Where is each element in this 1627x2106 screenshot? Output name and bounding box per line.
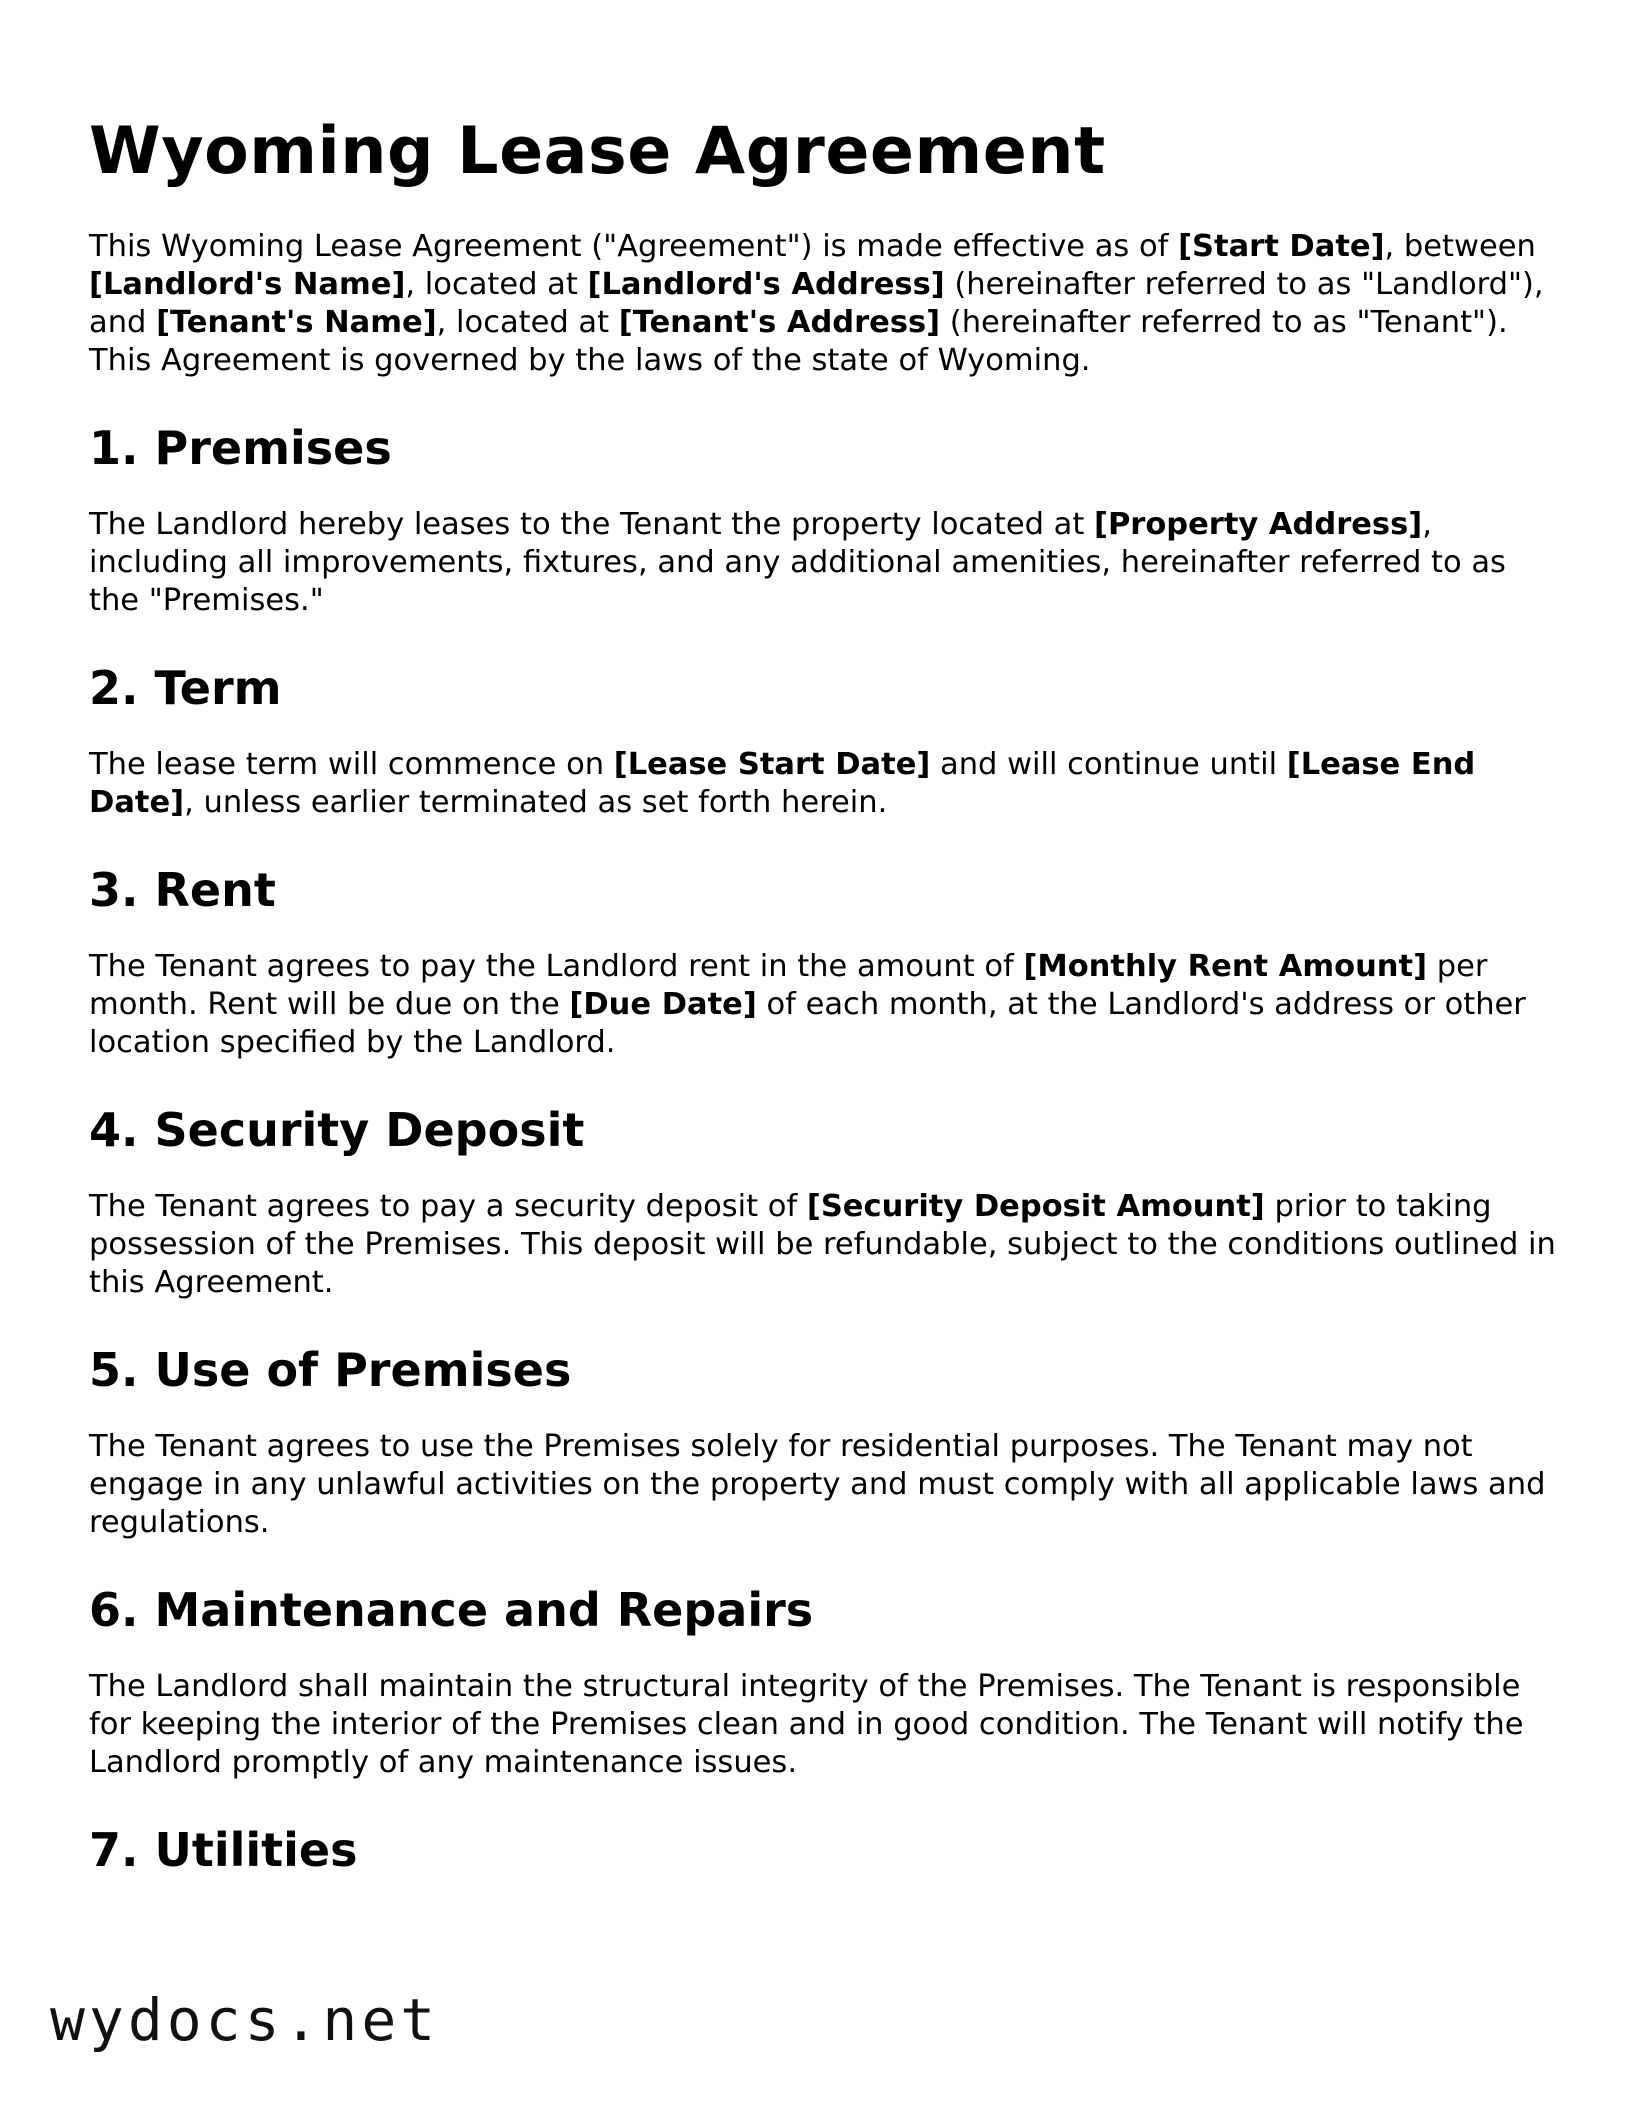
security-deposit-placeholder: [Security Deposit Amount] <box>806 1189 1265 1224</box>
landlord-address-placeholder: [Landlord's Address] <box>587 267 945 302</box>
intro-paragraph <box>89 228 1559 380</box>
intro-text: , located at <box>436 305 619 340</box>
document-page <box>89 110 1559 1908</box>
lease-end-date-placeholder: [Lease End Date] <box>89 747 1476 820</box>
body-text: of each month, at the Landlord's address or other location specified by the Landlord. <box>89 987 1526 1060</box>
body-text: The Landlord hereby leases to the Tenant the property located at <box>89 507 1094 542</box>
body-text: , unless earlier terminated as set forth herein. <box>184 785 888 820</box>
due-date-placeholder: [Due Date] <box>569 987 757 1022</box>
monthly-rent-placeholder: [Monthly Rent Amount] <box>1023 949 1428 984</box>
body-text: , including all improvements, fixtures, and any additional amenities, hereinafter referred to as the "Premises." <box>89 507 1506 618</box>
intro-text: (hereinafter referred to as "Tenant"). This Agreement is governed by the laws of the state of Wyoming. <box>89 305 1508 378</box>
section-body-use-of-premises: The Tenant agrees to use the Premises solely for residential purposes. The Tenant may not engage in any unlawful activities on the property and must comply with all applicable laws and regulations. <box>89 1429 1546 1540</box>
intro-text: , located at <box>405 267 588 302</box>
section-heading-term: 2. Term <box>89 661 282 715</box>
section-body-security-deposit <box>89 1188 1559 1302</box>
property-address-placeholder: [Property Address] <box>1094 507 1423 542</box>
tenant-address-placeholder: [Tenant's Address] <box>618 305 941 340</box>
intro-text: , between <box>1384 229 1536 264</box>
lease-start-date-placeholder: [Lease Start Date] <box>613 747 931 782</box>
start-date-placeholder: [Start Date] <box>1178 229 1385 264</box>
section-heading-premises: 1. Premises <box>89 421 392 475</box>
section-body-premises <box>89 506 1559 620</box>
section-heading-security-deposit: 4. Security Deposit <box>89 1103 585 1157</box>
intro-text: (hereinafter referred to as "Landlord"), and <box>89 267 1544 340</box>
landlord-name-placeholder: [Landlord's Name] <box>89 267 406 302</box>
section-heading-maintenance: 6. Maintenance and Repairs <box>89 1583 814 1637</box>
tenant-name-placeholder: [Tenant's Name] <box>156 305 437 340</box>
body-text: The Tenant agrees to pay the Landlord rent in the amount of <box>89 949 1024 984</box>
body-text: per month. Rent will be due on the <box>89 949 1488 1022</box>
body-text: prior to taking possession of the Premises. This deposit will be refundable, subject to the conditions outlined in this Agreement. <box>89 1189 1556 1300</box>
document-title: Wyoming Lease Agreement <box>89 114 1106 189</box>
intro-text: This Wyoming Lease Agreement ("Agreement") is made effective as of <box>89 229 1179 264</box>
body-text: The lease term will commence on <box>89 747 614 782</box>
section-heading-use-of-premises: 5. Use of Premises <box>89 1343 572 1397</box>
body-text: and will continue until <box>930 747 1287 782</box>
section-body-maintenance: The Landlord shall maintain the structural integrity of the Premises. The Tenant is responsible for keeping the interior of the Premises clean and in good condition. The Tenant will notify the Landlord promptly of any maintenance issues. <box>89 1669 1524 1780</box>
section-body-term <box>89 746 1559 822</box>
body-text: The Tenant agrees to pay a security deposit of <box>89 1189 807 1224</box>
section-heading-rent: 3. Rent <box>89 863 276 917</box>
section-heading-utilities: 7. Utilities <box>89 1823 358 1877</box>
watermark: wydocs.net <box>50 1986 440 2054</box>
section-body-rent <box>89 948 1559 1062</box>
